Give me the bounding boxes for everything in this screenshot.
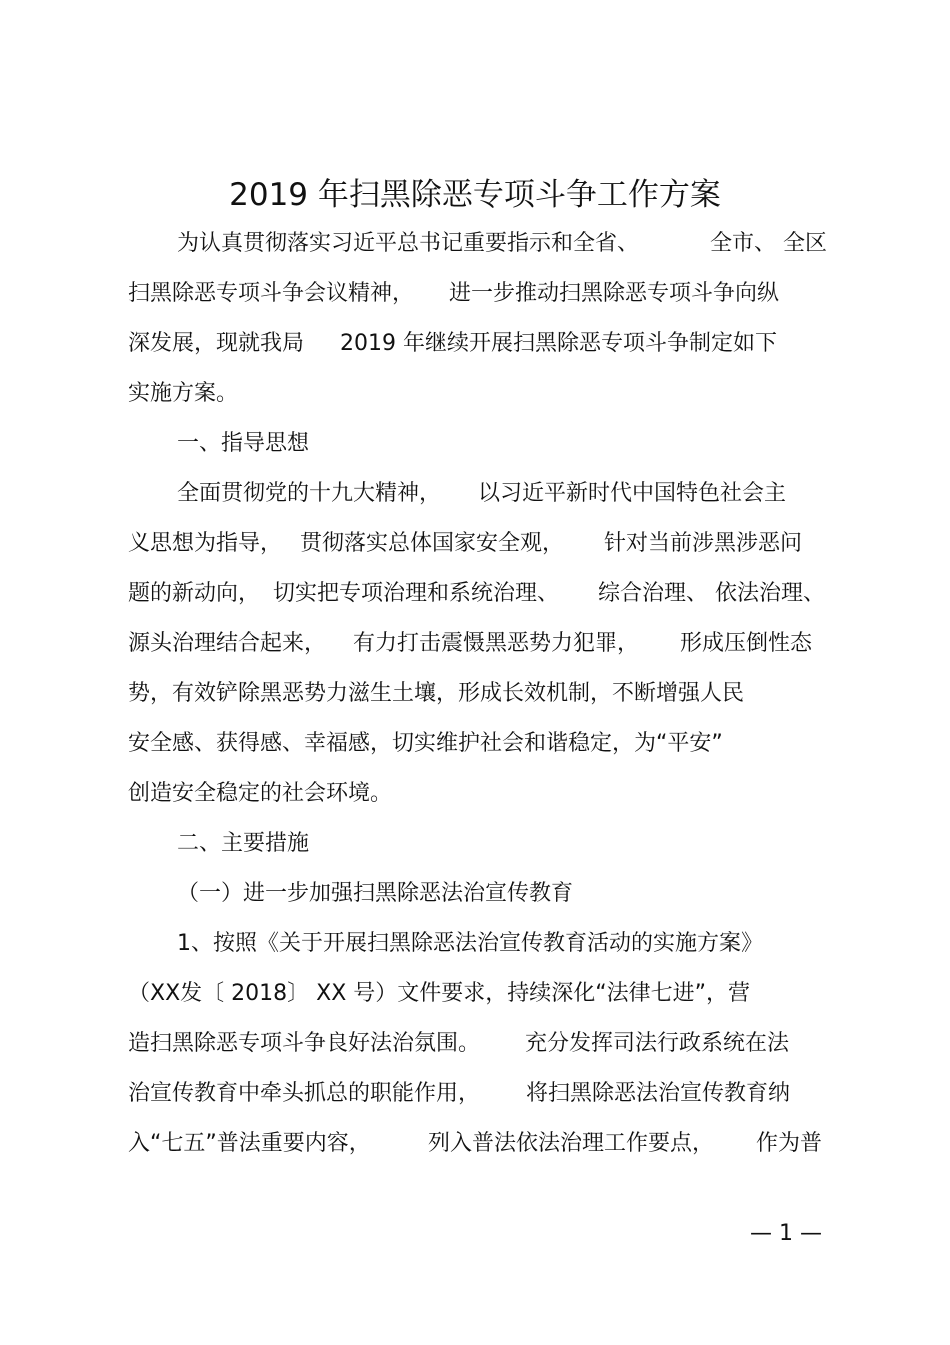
- text-segment: 全面贯彻党的十九大精神，: [177, 481, 442, 506]
- text-segment: （XX发〔 2018〕 XX 号）文件要求，持续深化“法律七进”，营: [128, 981, 751, 1006]
- text-segment: 有力打击震慑黑恶势力犯罪，: [353, 631, 640, 656]
- text-segment: 充分发挥司法行政系统在法: [525, 1031, 790, 1056]
- text-segment: 2019 年继续开展扫黑除恶专项斗争制定如下: [340, 331, 777, 356]
- text-segment: 造扫黑除恶专项斗争良好法治氛围。: [128, 1031, 481, 1056]
- text-segment: 源头治理结合起来，: [128, 631, 327, 656]
- text-segment: 贯彻落实总体国家安全观，: [300, 531, 565, 556]
- page-number: — 1 —: [750, 1221, 822, 1246]
- document-title: 2019 年扫黑除恶专项斗争工作方案: [229, 177, 721, 213]
- text-segment: 进一步推动扫黑除恶专项斗争向纵: [449, 281, 780, 306]
- text-segment: 1、按照《关于开展扫黑除恶法治宣传教育活动的实施方案》: [177, 931, 763, 956]
- text-segment: 针对当前涉黑涉恶问: [604, 531, 803, 556]
- text-segment: 二、主要措施: [177, 831, 310, 856]
- text-segment: 作为普: [756, 1131, 823, 1156]
- text-segment: 切实把专项治理和系统治理、: [273, 581, 560, 606]
- text-segment: 入“七五”普法重要内容，: [128, 1131, 371, 1156]
- text-segment: 势，有效铲除黑恶势力滋生土壤，形成长效机制，不断增强人民: [128, 681, 745, 706]
- text-segment: 形成压倒性态: [680, 631, 813, 656]
- text-segment: 义思想为指导，: [128, 531, 283, 556]
- text-segment: 为认真贯彻落实习近平总书记重要指示和全省、: [177, 231, 640, 256]
- text-segment: 综合治理、 依法治理、: [598, 581, 825, 606]
- text-segment: 将扫黑除恶法治宣传教育纳: [526, 1081, 791, 1106]
- text-segment: 全市、 全区: [710, 231, 827, 256]
- text-segment: 一、指导思想: [177, 431, 310, 456]
- text-segment: （一）进一步加强扫黑除恶法治宣传教育: [177, 881, 574, 906]
- text-segment: 列入普法依法治理工作要点，: [428, 1131, 715, 1156]
- text-segment: 扫黑除恶专项斗争会议精神，: [128, 281, 415, 306]
- text-segment: 创造安全稳定的社会环境。: [128, 781, 393, 806]
- text-segment: 安全感、获得感、幸福感，切实维护社会和谐稳定，为“平安”: [128, 731, 723, 756]
- text-segment: 实施方案。: [128, 381, 239, 406]
- text-segment: 治宣传教育中牵头抓总的职能作用，: [128, 1081, 481, 1106]
- text-segment: 以习近平新时代中国特色社会主: [478, 481, 787, 506]
- text-segment: 深发展，现就我局: [128, 331, 305, 356]
- text-segment: 题的新动向，: [128, 581, 261, 606]
